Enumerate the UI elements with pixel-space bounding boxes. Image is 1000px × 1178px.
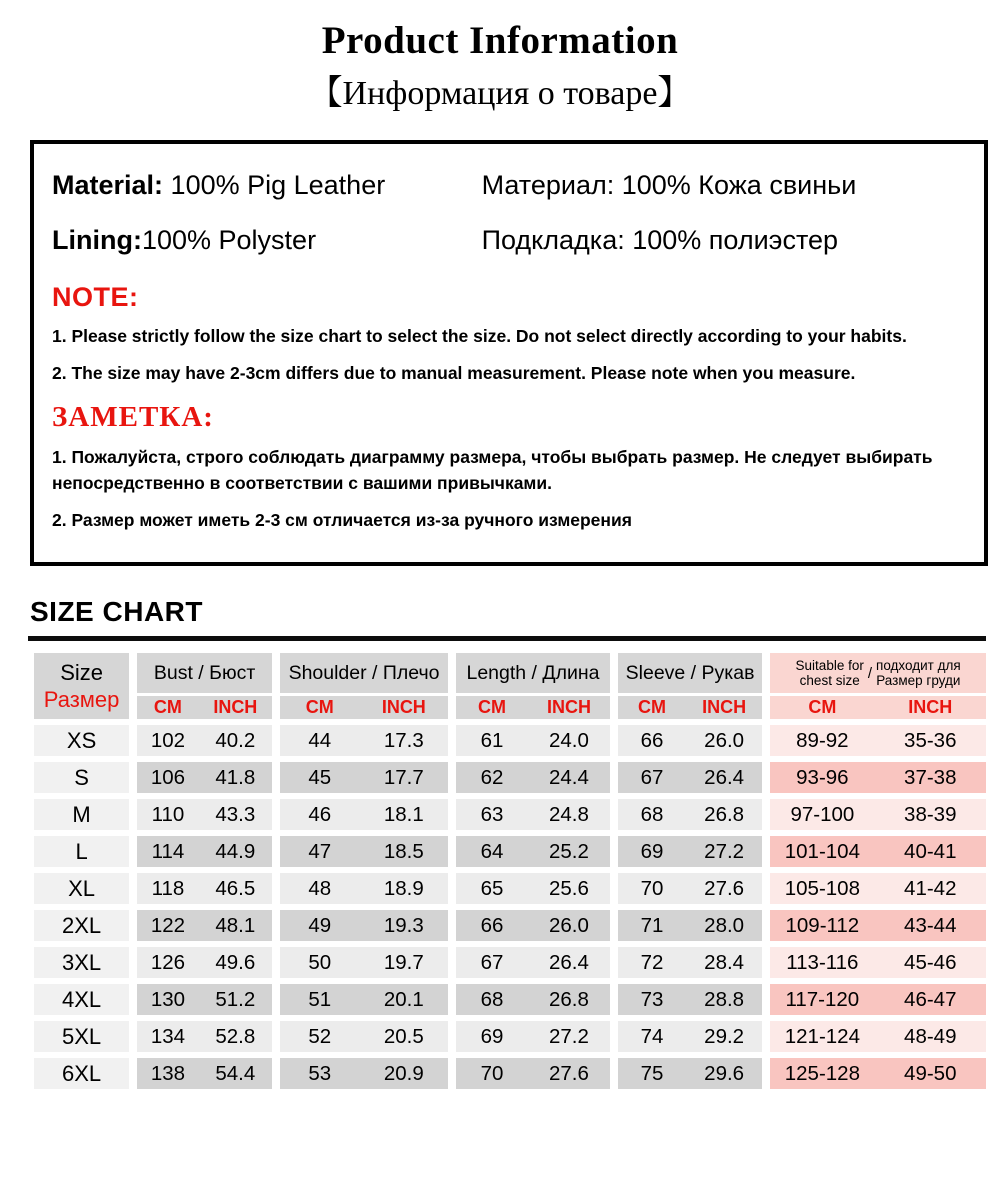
suitable-value-cell: 121-124	[762, 1015, 874, 1052]
material-line-en	[52, 170, 482, 201]
materials-russian	[482, 170, 966, 280]
size-chart-body	[34, 719, 986, 1089]
material-line-ru	[482, 170, 966, 201]
suitable-value-cell: 89-92	[762, 719, 874, 756]
size-row-3xl	[34, 941, 986, 978]
measurement-cell: 67	[448, 941, 528, 978]
suitable-ru-line1: подходит для	[876, 657, 961, 673]
measurement-cell: 63	[448, 793, 528, 830]
measurement-cell: 20.9	[360, 1052, 449, 1089]
size-row-s	[34, 756, 986, 793]
column-header-size	[34, 653, 129, 719]
column-header-suitable	[762, 653, 986, 693]
measurement-cell: 44.9	[199, 830, 272, 867]
measurement-cell: 28.4	[686, 941, 762, 978]
material-label-ru: Материал:	[481, 170, 615, 200]
materials-english	[52, 170, 482, 280]
measurement-cell: 26.8	[686, 793, 762, 830]
table-header-row	[34, 653, 986, 693]
size-cell: 3XL	[34, 941, 129, 978]
unit-sleeve-cm: CM	[610, 693, 686, 719]
material-value-en: 100% Pig Leather	[163, 170, 386, 200]
measurement-cell: 17.3	[360, 719, 449, 756]
lining-label-en: Lining:	[52, 225, 142, 255]
unit-shoulder-inch: INCH	[360, 693, 449, 719]
measurement-cell: 62	[448, 756, 528, 793]
measurement-cell: 75	[610, 1052, 686, 1089]
measurement-cell: 66	[448, 904, 528, 941]
measurement-cell: 20.1	[360, 978, 449, 1015]
measurement-cell: 134	[129, 1015, 198, 1052]
measurement-cell: 19.3	[360, 904, 449, 941]
suitable-value-cell: 45-46	[875, 941, 986, 978]
measurement-cell: 64	[448, 830, 528, 867]
unit-bust-cm: CM	[129, 693, 198, 719]
measurement-cell: 26.8	[528, 978, 610, 1015]
measurement-cell: 27.2	[528, 1015, 610, 1052]
lining-line-ru	[482, 225, 966, 256]
measurement-cell: 71	[610, 904, 686, 941]
info-box	[30, 140, 988, 566]
table-units-row	[34, 693, 986, 719]
measurement-cell: 18.5	[360, 830, 449, 867]
measurement-cell: 67	[610, 756, 686, 793]
note-item-ru-2: 2. Размер может иметь 2-3 см отличается из-за ручного измерения	[52, 510, 632, 530]
measurement-cell: 18.1	[360, 793, 449, 830]
measurement-cell: 52.8	[199, 1015, 272, 1052]
measurement-cell: 28.0	[686, 904, 762, 941]
measurement-cell: 24.8	[528, 793, 610, 830]
measurement-cell: 49.6	[199, 941, 272, 978]
material-value-ru: 100% Кожа свиньи	[614, 170, 857, 200]
measurement-cell: 68	[448, 978, 528, 1015]
measurement-cell: 70	[448, 1052, 528, 1089]
size-chart-heading: SIZE CHART	[30, 596, 203, 628]
measurement-cell: 106	[129, 756, 198, 793]
size-label-en: Size	[60, 659, 103, 685]
measurement-cell: 48.1	[199, 904, 272, 941]
measurement-cell: 48	[272, 867, 360, 904]
suitable-value-cell: 113-116	[762, 941, 874, 978]
measurement-cell: 138	[129, 1052, 198, 1089]
size-cell: L	[34, 830, 129, 867]
size-cell: 4XL	[34, 978, 129, 1015]
unit-length-inch: INCH	[528, 693, 610, 719]
suitable-value-cell: 37-38	[875, 756, 986, 793]
measurement-cell: 41.8	[199, 756, 272, 793]
measurement-cell: 69	[448, 1015, 528, 1052]
size-cell: 2XL	[34, 904, 129, 941]
page-subtitle-ru: 【Информация о товаре】	[308, 75, 692, 112]
measurement-cell: 24.4	[528, 756, 610, 793]
suitable-value-cell: 125-128	[762, 1052, 874, 1089]
measurement-cell: 102	[129, 719, 198, 756]
suitable-separator: /	[867, 664, 873, 682]
measurement-cell: 130	[129, 978, 198, 1015]
suitable-label-ru	[876, 658, 961, 689]
measurement-cell: 118	[129, 867, 198, 904]
measurement-cell: 65	[448, 867, 528, 904]
materials-section	[52, 170, 966, 280]
column-header-shoulder: Shoulder / Плечо	[272, 653, 448, 693]
measurement-cell: 51.2	[199, 978, 272, 1015]
size-cell: 5XL	[34, 1015, 129, 1052]
lining-value-ru: 100% полиэстер	[624, 225, 839, 255]
unit-sleeve-inch: INCH	[686, 693, 762, 719]
measurement-cell: 44	[272, 719, 360, 756]
suitable-value-cell: 38-39	[875, 793, 986, 830]
divider-rule	[28, 636, 986, 641]
suitable-label-en	[796, 658, 864, 689]
measurement-cell: 40.2	[199, 719, 272, 756]
suitable-value-cell: 101-104	[762, 830, 874, 867]
measurement-cell: 17.7	[360, 756, 449, 793]
unit-shoulder-cm: CM	[272, 693, 360, 719]
measurement-cell: 46.5	[199, 867, 272, 904]
suitable-value-cell: 49-50	[875, 1052, 986, 1089]
size-row-l	[34, 830, 986, 867]
measurement-cell: 46	[272, 793, 360, 830]
suitable-value-cell: 93-96	[762, 756, 874, 793]
unit-length-cm: CM	[448, 693, 528, 719]
measurement-cell: 70	[610, 867, 686, 904]
suitable-value-cell: 40-41	[875, 830, 986, 867]
measurement-cell: 54.4	[199, 1052, 272, 1089]
suitable-value-cell: 46-47	[875, 978, 986, 1015]
measurement-cell: 50	[272, 941, 360, 978]
measurement-cell: 26.0	[686, 719, 762, 756]
measurement-cell: 51	[272, 978, 360, 1015]
suitable-header-content	[770, 658, 986, 689]
measurement-cell: 20.5	[360, 1015, 449, 1052]
size-cell: XL	[34, 867, 129, 904]
measurement-cell: 72	[610, 941, 686, 978]
measurement-cell: 29.2	[686, 1015, 762, 1052]
suitable-value-cell: 35-36	[875, 719, 986, 756]
suitable-en-line1: Suitable for	[795, 657, 864, 673]
measurement-cell: 43.3	[199, 793, 272, 830]
suitable-value-cell: 48-49	[875, 1015, 986, 1052]
measurement-cell: 126	[129, 941, 198, 978]
measurement-cell: 18.9	[360, 867, 449, 904]
note-heading-en: NOTE:	[52, 282, 139, 312]
material-label-en: Material:	[52, 170, 164, 200]
size-chart-table	[34, 653, 986, 1089]
suitable-value-cell: 109-112	[762, 904, 874, 941]
measurement-cell: 114	[129, 830, 198, 867]
measurement-cell: 68	[610, 793, 686, 830]
unit-bust-inch: INCH	[199, 693, 272, 719]
measurement-cell: 73	[610, 978, 686, 1015]
size-row-xl	[34, 867, 986, 904]
suitable-en-line2: chest size	[799, 673, 860, 689]
lining-label-ru: Подкладка:	[481, 225, 625, 255]
measurement-cell: 24.0	[528, 719, 610, 756]
measurement-cell: 28.8	[686, 978, 762, 1015]
measurement-cell: 27.6	[528, 1052, 610, 1089]
column-header-sleeve: Sleeve / Рукав	[610, 653, 762, 693]
measurement-cell: 110	[129, 793, 198, 830]
size-row-4xl	[34, 978, 986, 1015]
suitable-value-cell: 105-108	[762, 867, 874, 904]
size-cell: 6XL	[34, 1052, 129, 1089]
suitable-value-cell: 41-42	[875, 867, 986, 904]
measurement-cell: 27.6	[686, 867, 762, 904]
measurement-cell: 27.2	[686, 830, 762, 867]
measurement-cell: 26.4	[686, 756, 762, 793]
size-row-m	[34, 793, 986, 830]
measurement-cell: 66	[610, 719, 686, 756]
lining-line-en	[52, 225, 482, 256]
note-heading-ru: ЗАМЕТКА:	[52, 400, 214, 433]
unit-suitable-cm: CM	[762, 693, 874, 719]
measurement-cell: 26.0	[528, 904, 610, 941]
suitable-value-cell: 43-44	[875, 904, 986, 941]
size-cell: M	[34, 793, 129, 830]
measurement-cell: 45	[272, 756, 360, 793]
size-row-xs	[34, 719, 986, 756]
size-row-5xl	[34, 1015, 986, 1052]
unit-suitable-inch: INCH	[875, 693, 986, 719]
size-cell: S	[34, 756, 129, 793]
measurement-cell: 49	[272, 904, 360, 941]
lining-value-en: 100% Polyster	[141, 225, 317, 255]
suitable-value-cell: 97-100	[762, 793, 874, 830]
size-row-2xl	[34, 904, 986, 941]
suitable-ru-line2: Размер груди	[876, 673, 961, 689]
page-title: Product Information	[321, 19, 679, 62]
size-label-ru: Размер	[43, 687, 120, 713]
measurement-cell: 53	[272, 1052, 360, 1089]
measurement-cell: 69	[610, 830, 686, 867]
note-item-en-1: 1. Please strictly follow the size chart to select the size. Do not select directly according to your habits.	[52, 326, 907, 346]
column-header-length: Length / Длина	[448, 653, 610, 693]
column-header-bust: Bust / Бюст	[129, 653, 272, 693]
size-row-6xl	[34, 1052, 986, 1089]
size-cell: XS	[34, 719, 129, 756]
measurement-cell: 61	[448, 719, 528, 756]
measurement-cell: 52	[272, 1015, 360, 1052]
note-item-ru-1: 1. Пожалуйста, строго соблюдать диаграмму размера, чтобы выбрать размер. Не следует выбирать непосредственно в соответствии с вашими привычками.	[52, 446, 933, 493]
measurement-cell: 47	[272, 830, 360, 867]
measurement-cell: 74	[610, 1015, 686, 1052]
measurement-cell: 19.7	[360, 941, 449, 978]
measurement-cell: 25.6	[528, 867, 610, 904]
measurement-cell: 26.4	[528, 941, 610, 978]
measurement-cell: 25.2	[528, 830, 610, 867]
measurement-cell: 122	[129, 904, 198, 941]
suitable-value-cell: 117-120	[762, 978, 874, 1015]
note-item-en-2: 2. The size may have 2-3cm differs due to manual measurement. Please note when you measure.	[52, 363, 856, 384]
measurement-cell: 29.6	[686, 1052, 762, 1089]
